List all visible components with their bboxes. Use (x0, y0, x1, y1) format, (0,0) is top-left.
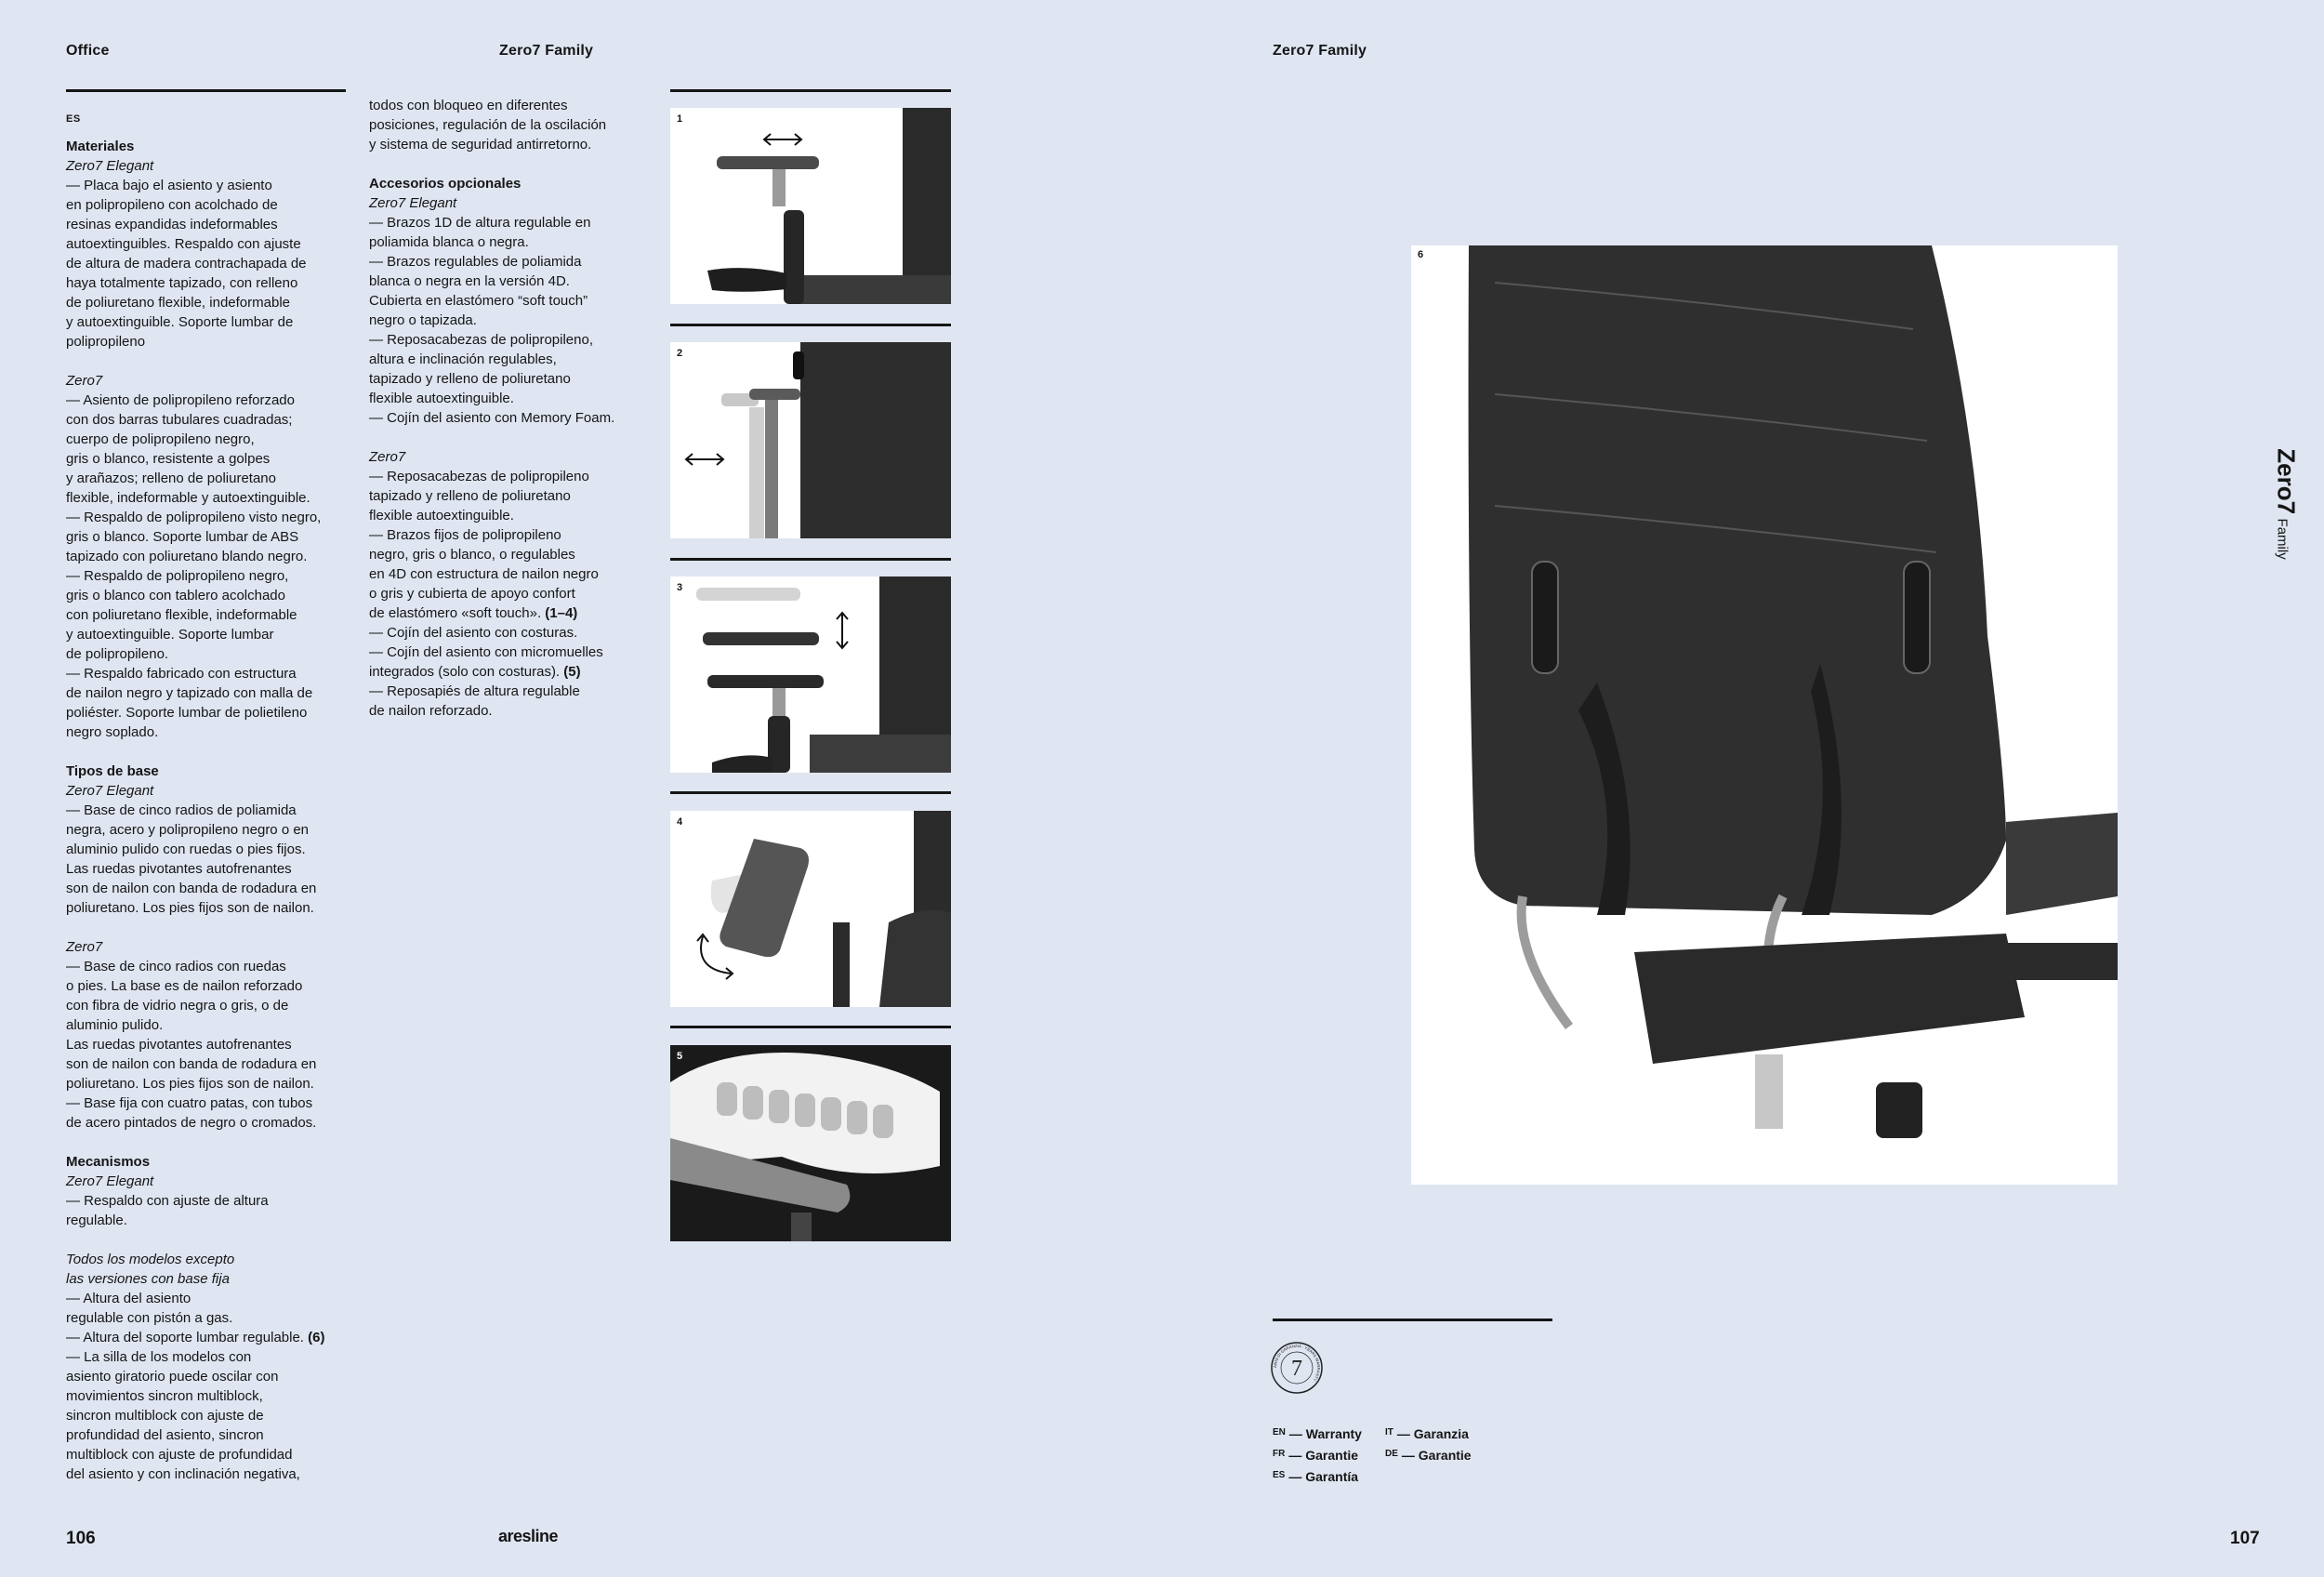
page-number-left: 106 (66, 1529, 96, 1548)
model-label: Todos los modelos excepto las versiones con base fija (66, 1252, 235, 1287)
paragraph-text: — Altura del soporte lumbar regulable. (66, 1330, 309, 1345)
section-heading: Materiales (66, 139, 135, 154)
text-column-1 (66, 110, 345, 1484)
model-label: Zero7 Elegant (66, 1173, 154, 1189)
figure-rule (670, 89, 951, 92)
figure-armrest-rotation (670, 811, 951, 1007)
lang-code: IT (1385, 1427, 1393, 1438)
warranty-item (1385, 1423, 1472, 1444)
lang-code: DE (1385, 1449, 1398, 1459)
paragraph (66, 1328, 345, 1347)
warranty-text: — Garantie (1288, 1448, 1359, 1463)
warranty-text: — Garantía (1288, 1469, 1359, 1484)
page-title-right: Zero7 Family (1273, 43, 1367, 59)
paragraph: — Altura del asiento regulable con pistón a gas. (66, 1291, 233, 1326)
figure-number: 1 (677, 113, 683, 125)
paragraph: — Respaldo con ajuste de altura regulable. (66, 1193, 269, 1228)
figure-number: 6 (1418, 249, 1424, 260)
brand-logo: aresline (498, 1527, 559, 1545)
warranty-text: — Warranty (1288, 1426, 1362, 1441)
paragraph: — Asiento de polipropileno reforzado con dos barras tubulares cuadradas; cuerpo de polipropileno negro, gris o blanco, resistente a golpes y arañazos; relleno de poliuretano flexible, indeformable y autoextinguible. — Respaldo de polipropileno visto negro, gris o blanco. Soporte lumbar de ABS tapizado con poliuretano blando negro. — Respaldo de polipropileno negro, gris o blanco con tablero acolchado con poliuretano flexible, indeformable y autoextinguible. Soporte lumbar de polipropileno. — Respaldo fabricado con estructura de nailon negro y tapizado con malla de poliéster. Soporte lumbar de polietileno negro soplado. (66, 392, 322, 740)
warranty-item (1273, 1465, 1362, 1487)
figure-rule (670, 558, 951, 561)
model-label: Zero7 (66, 373, 103, 389)
figure-rule (670, 1026, 951, 1028)
figure-rule (670, 324, 951, 326)
warranty-rule (1273, 1319, 1552, 1321)
horizontal-arrow-icon (670, 108, 951, 304)
paragraph-text: — Cojín del asiento con costuras. — Cojín del asiento con micromuelles integrados (solo con costuras). (369, 625, 603, 680)
figure-number: 3 (677, 582, 683, 593)
figure-lumbar-support (1411, 245, 2118, 1185)
figure-number: 5 (677, 1051, 683, 1062)
lang-code: ES (1273, 1470, 1286, 1480)
warranty-item (1273, 1423, 1362, 1444)
side-brand: Zero7 (2272, 448, 2301, 515)
page-title-left: Zero7 Family (499, 43, 594, 59)
paragraph: — Base de cinco radios de poliamida negra, acero y polipropileno negro o en aluminio pulido con ruedas o pies fijos. Las ruedas pivotantes autofrenantes son de nailon con banda de rodadura en poliuretano. Los pies fijos son de nailon. (66, 802, 317, 916)
model-label: Zero7 Elegant (66, 783, 154, 799)
paragraph: — Brazos 1D de altura regulable en poliamida blanca o negra. — Brazos regulables de poliamida blanca o negra en la versión 4D. Cubierta en elastómero “soft touch” negro o tapizada. — Reposacabezas de polipropileno, altura e inclinación regulables, tapizado y relleno de poliuretano flexible autoextinguible. — Cojín del asiento con Memory Foam. (369, 215, 615, 426)
section-heading: Tipos de base (66, 763, 159, 779)
language-code: ES (66, 113, 81, 125)
lang-code: FR (1273, 1449, 1286, 1459)
paragraph (369, 467, 648, 623)
seal-number: 7 (1291, 1357, 1302, 1381)
paragraph-text: — Reposacabezas de polipropileno tapizado y relleno de poliuretano flexible autoextinguible. — Brazos fijos de polipropileno negro, gris o blanco, o regulables en 4D con estructura de nailon negro o gris y cubierta de apoyo confort de elastómero «soft touch». (369, 469, 599, 621)
warranty-text: — Garanzia (1396, 1426, 1469, 1441)
section-heading: Mecanismos (66, 1154, 151, 1170)
figure-armrest-height (670, 342, 951, 538)
paragraph: — Reposapiés de altura regulable de nailon reforzado. (369, 683, 580, 719)
cushion-illustration (670, 1045, 951, 1241)
section-heading: Accesorios opcionales (369, 176, 522, 192)
figure-number: 2 (677, 348, 683, 359)
seal-graphic (1271, 1342, 1323, 1394)
text-column-2 (369, 96, 648, 721)
figure-rule (670, 791, 951, 794)
warranty-item (1273, 1444, 1362, 1465)
figure-armrest-horizontal (670, 108, 951, 304)
paragraph: — Placa bajo el asiento y asiento en polipropileno con acolchado de resinas expandidas indeformables autoextinguibles. Respaldo con ajuste de altura de madera contrachapada de haya totalmente tapizado, con relleno de poliuretano flexible, indeformable y autoextinguible. Soporte lumbar de polipropileno (66, 178, 307, 350)
page-number-right: 107 (2230, 1529, 2260, 1548)
column-rule (66, 89, 346, 92)
paragraph: — La silla de los modelos con asiento giratorio puede oscilar con movimientos sincron multiblock, sincron multiblock con ajuste de profundidad del asiento, sincron multiblock con ajuste de profundidad del asiento y con inclinación negativa, (66, 1349, 300, 1482)
warranty-list-left (1273, 1423, 1362, 1487)
warranty-item (1385, 1444, 1472, 1465)
figure-number: 4 (677, 816, 683, 828)
paragraph (369, 623, 648, 682)
horizontal-arrow-icon (670, 342, 951, 538)
vertical-arrow-icon (670, 576, 951, 773)
warranty-list-right (1385, 1423, 1472, 1465)
seal-ring-path: ANNI DI GARANZIA · YEARS WARRANTY · (1272, 1343, 1322, 1385)
warranty-seal-icon (1271, 1342, 1323, 1394)
section-label: Office (66, 43, 110, 59)
paragraph: — Base de cinco radios con ruedas o pies. La base es de nailon reforzado con fibra de vidrio negra o gris, o de aluminio pulido. Las ruedas pivotantes autofrenantes son de nailon con banda de rodadura en poliuretano. Los pies fijos son de nailon. — Base fija con cuatro patas, con tubos de acero pintados de negro o cromados. (66, 959, 317, 1131)
chair-back-illustration (1411, 245, 2118, 1185)
figure-reference: (1–4) (545, 605, 578, 621)
model-label: Zero7 (66, 939, 103, 955)
side-family: Family (2274, 518, 2291, 560)
model-label: Zero7 Elegant (66, 158, 154, 174)
rotate-arrow-icon (670, 811, 951, 1007)
model-label: Zero7 (369, 449, 406, 465)
warranty-text: — Garantie (1401, 1448, 1472, 1463)
paragraph: todos con bloqueo en diferentes posiciones, regulación de la oscilación y sistema de seguridad antirretorno. (369, 98, 607, 152)
model-label: Zero7 Elegant (369, 195, 457, 211)
side-brand-label (2263, 439, 2309, 569)
figure-reference: (6) (308, 1330, 325, 1345)
figure-armrest-vertical (670, 576, 951, 773)
figure-seat-cushion (670, 1045, 951, 1241)
lang-code: EN (1273, 1427, 1286, 1438)
figure-reference: (5) (563, 664, 581, 680)
